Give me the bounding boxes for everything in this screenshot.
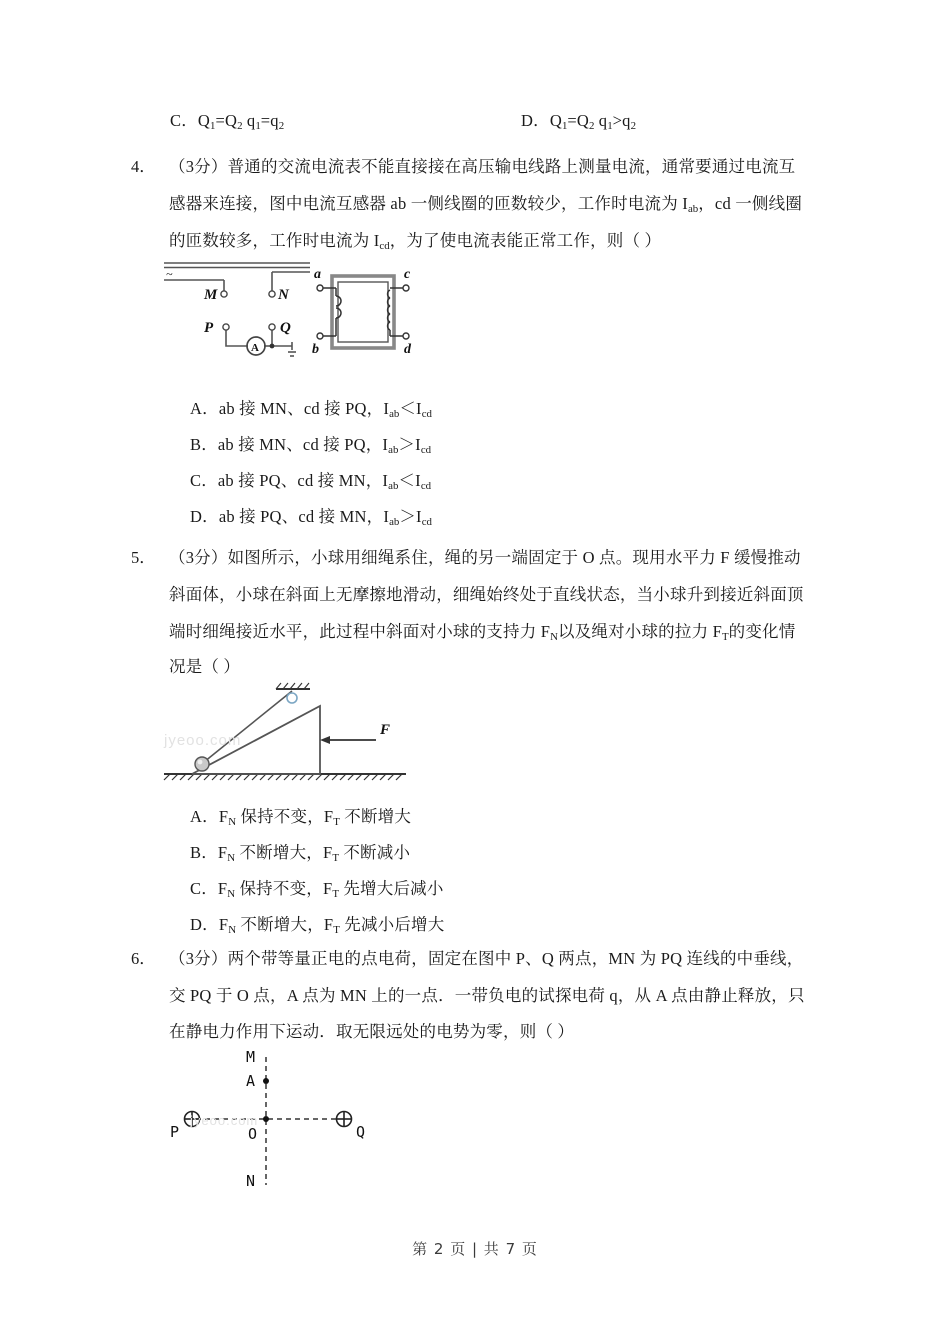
option-label: D． [190,507,219,526]
terminal-m [221,291,227,297]
point-o [263,1116,269,1122]
sub: cd [420,444,432,457]
question-6-figure [168,1045,398,1195]
option-label: C． [190,471,218,490]
sub: N [228,924,237,937]
option-d-carryover[interactable] [521,104,636,143]
option-text: ab 接 MN、cd 接 PQ，I [217,435,389,454]
sub: cd [421,516,432,529]
terminal-d [403,333,409,339]
question-4-body-3: 的匝数较多，工作时电流为 I [169,231,380,250]
coil-cd-turn-2 [388,298,390,306]
current-transformer-circuit-svg [160,258,420,368]
label-a: A [246,1072,256,1090]
question-5-number: 5． [131,548,156,567]
sub: ab [389,408,400,421]
label-o: O [248,1125,258,1143]
question-6-line-1 [169,942,803,976]
terminal-n [269,291,275,297]
terminal-a [317,285,323,291]
question-4-line-2 [169,187,802,226]
sub: 2 [278,120,285,133]
question-4-line-1 [169,150,795,184]
question-5-line-1 [169,541,801,575]
option-c-label: C． [170,111,198,130]
relation: ＜I [399,399,422,418]
question-5-line-2: 斜面体，小球在斜面上无摩擦地滑动，细绳始终处于直线状态，当小球升到接近斜面顶 [169,585,804,604]
option-text-2: 保持不变，F [236,807,334,826]
sub: N [228,816,237,829]
sub: N [227,888,236,901]
option-label: B． [190,435,218,454]
terminal-p [223,324,229,330]
relation: ＞I [399,507,422,526]
sub: ab [388,480,399,493]
force-arrow-head [320,736,330,744]
question-5-option-b[interactable] [190,836,410,875]
sub-n: N [550,631,558,644]
sub: T [333,816,340,829]
label-c: c [404,267,411,282]
question-4-body-3-tail: ，为了使电流表能正常工作，则（ ） [389,231,662,250]
sub: ab [389,516,400,529]
question-5-body-3-tail: 的变化情 [728,622,796,641]
question-5-body-1: 如图所示，小球用细绳系住，绳的另一端固定于 O 点。现用水平力 F 缓慢推动 [227,548,801,567]
charge-q [337,1112,352,1127]
ac-source-symbol: ~ [166,267,173,281]
coil-cd-turn-1 [388,290,390,298]
label-p: P [170,1123,180,1141]
sub: 1 [255,120,261,133]
lead-p [226,330,248,346]
sub: 1 [210,120,216,133]
sub: ab [388,444,399,457]
coil-cd-turn-5 [388,322,390,330]
option-label: C． [190,879,218,898]
sub: 2 [237,120,243,133]
relation: ＜I [398,471,421,490]
rhs: q [242,111,256,130]
sub: 2 [589,120,595,133]
question-4-body-2: 感器来连接，图中电流互感器 ab 一侧线圈的匝数较少，工作时电流为 I [169,194,688,213]
ball [195,757,209,771]
sub-cd: cd [379,240,390,253]
option-text-3: 先减小后增大 [339,915,445,934]
question-5-marks: （3分） [169,548,228,567]
label-d: d [404,342,411,357]
label-p: P [204,320,214,336]
watermark-2: jyeoo.com [190,1113,259,1128]
eq: >q [612,111,631,130]
option-text: F [217,843,228,862]
sub: cd [420,480,432,493]
option-label: A． [190,807,219,826]
sub: T [332,852,340,865]
eq: =q [260,111,279,130]
question-4-option-a[interactable] [190,392,432,431]
question-4-marks: （3分） [169,157,228,176]
label-n: N [278,287,289,303]
question-4-figure [160,258,420,368]
point-a [263,1078,269,1084]
option-d-text: Q [549,111,562,130]
option-label: B． [190,843,218,862]
question-5-line-4: 况是（ ） [169,657,241,676]
question-5-body-3-mid: 以及绳对小球的拉力 F [557,622,722,641]
question-4-body-1: 普通的交流电流表不能直接接在高压输电线路上测量电流，通常要通过电流互 [227,157,796,176]
sub-t: T [721,631,729,644]
terminal-c [403,285,409,291]
sub-ab: ab [687,203,699,216]
relation: ＞I [398,435,421,454]
question-4-body-2-tail: ，cd 一侧线圈 [698,194,803,213]
junction-dot [270,344,275,349]
label-f: F [380,722,391,738]
option-text-2: 不断增大，F [236,915,334,934]
sub: 1 [561,120,568,133]
question-6-line-2: 交 PQ 于 O 点，A 点为 MN 上的一点．一带负电的试探电荷 q，从 A 点由静止释放，只 [169,986,805,1005]
label-q: Q [356,1123,366,1141]
question-5-option-a[interactable] [190,800,411,839]
option-text-2: 不断增大，F [235,843,333,862]
question-5-line-3 [169,615,795,654]
sub: T [333,924,340,937]
question-4-option-d[interactable] [190,500,432,539]
label-n: N [246,1172,256,1190]
question-6-body-1: 两个带等量正电的点电荷，固定在图中 P、Q 两点，MN 为 PQ 连线的中垂线， [227,949,804,968]
label-m: M [204,287,218,303]
option-text-3: 不断减小 [339,843,411,862]
option-c-carryover[interactable] [170,104,284,143]
sub: cd [421,408,432,421]
question-5-body-3: 端时细绳接近水平，此过程中斜面对小球的支持力 F [169,622,551,641]
question-6-line-3: 在静电力作用下运动．取无限远处的电势为零，则（ ） [169,1022,575,1041]
eq: =Q [567,111,590,130]
option-label: D． [190,915,219,934]
question-4-number: 4． [131,157,156,176]
option-text: ab 接 MN、cd 接 PQ，I [218,399,390,418]
option-d-label: D． [521,111,550,130]
label-b: b [312,342,319,357]
option-text-3: 先增大后减小 [339,879,444,898]
option-label: A． [190,399,219,418]
ammeter-label: A [251,342,259,354]
question-4-option-c[interactable] [190,464,431,503]
option-text: ab 接 PQ、cd 接 MN，I [218,507,390,526]
option-text: F [218,915,229,934]
label-q: Q [280,320,291,336]
question-4-option-b[interactable] [190,428,431,467]
option-text: ab 接 PQ、cd 接 MN，I [217,471,389,490]
option-c-text: Q [197,111,211,130]
coil-cd-turn-3 [388,306,390,314]
question-6-marks: （3分） [169,949,228,968]
watermark: jyeoo.com [164,732,242,749]
rhs: q [594,111,608,130]
coil-cd-turn-4 [388,314,390,322]
option-text: F [218,807,229,826]
page-footer: 第 2 页 | 共 7 页 [412,1240,538,1258]
question-5-figure [158,678,418,786]
option-text-3: 不断增大 [339,807,412,826]
sub: 1 [607,120,613,133]
label-a: a [314,267,321,282]
sub: 2 [630,120,637,133]
label-m: M [246,1048,256,1066]
sub: T [332,888,340,901]
terminal-q [269,324,275,330]
sub: N [227,852,236,865]
eq: =Q [215,111,238,130]
terminal-b [317,333,323,339]
option-text: F [217,879,228,898]
option-text-2: 保持不变，F [235,879,333,898]
fixed-point-o [287,693,297,703]
question-5-option-c[interactable] [190,872,444,911]
string [204,691,292,762]
question-6-number: 6． [131,949,156,968]
